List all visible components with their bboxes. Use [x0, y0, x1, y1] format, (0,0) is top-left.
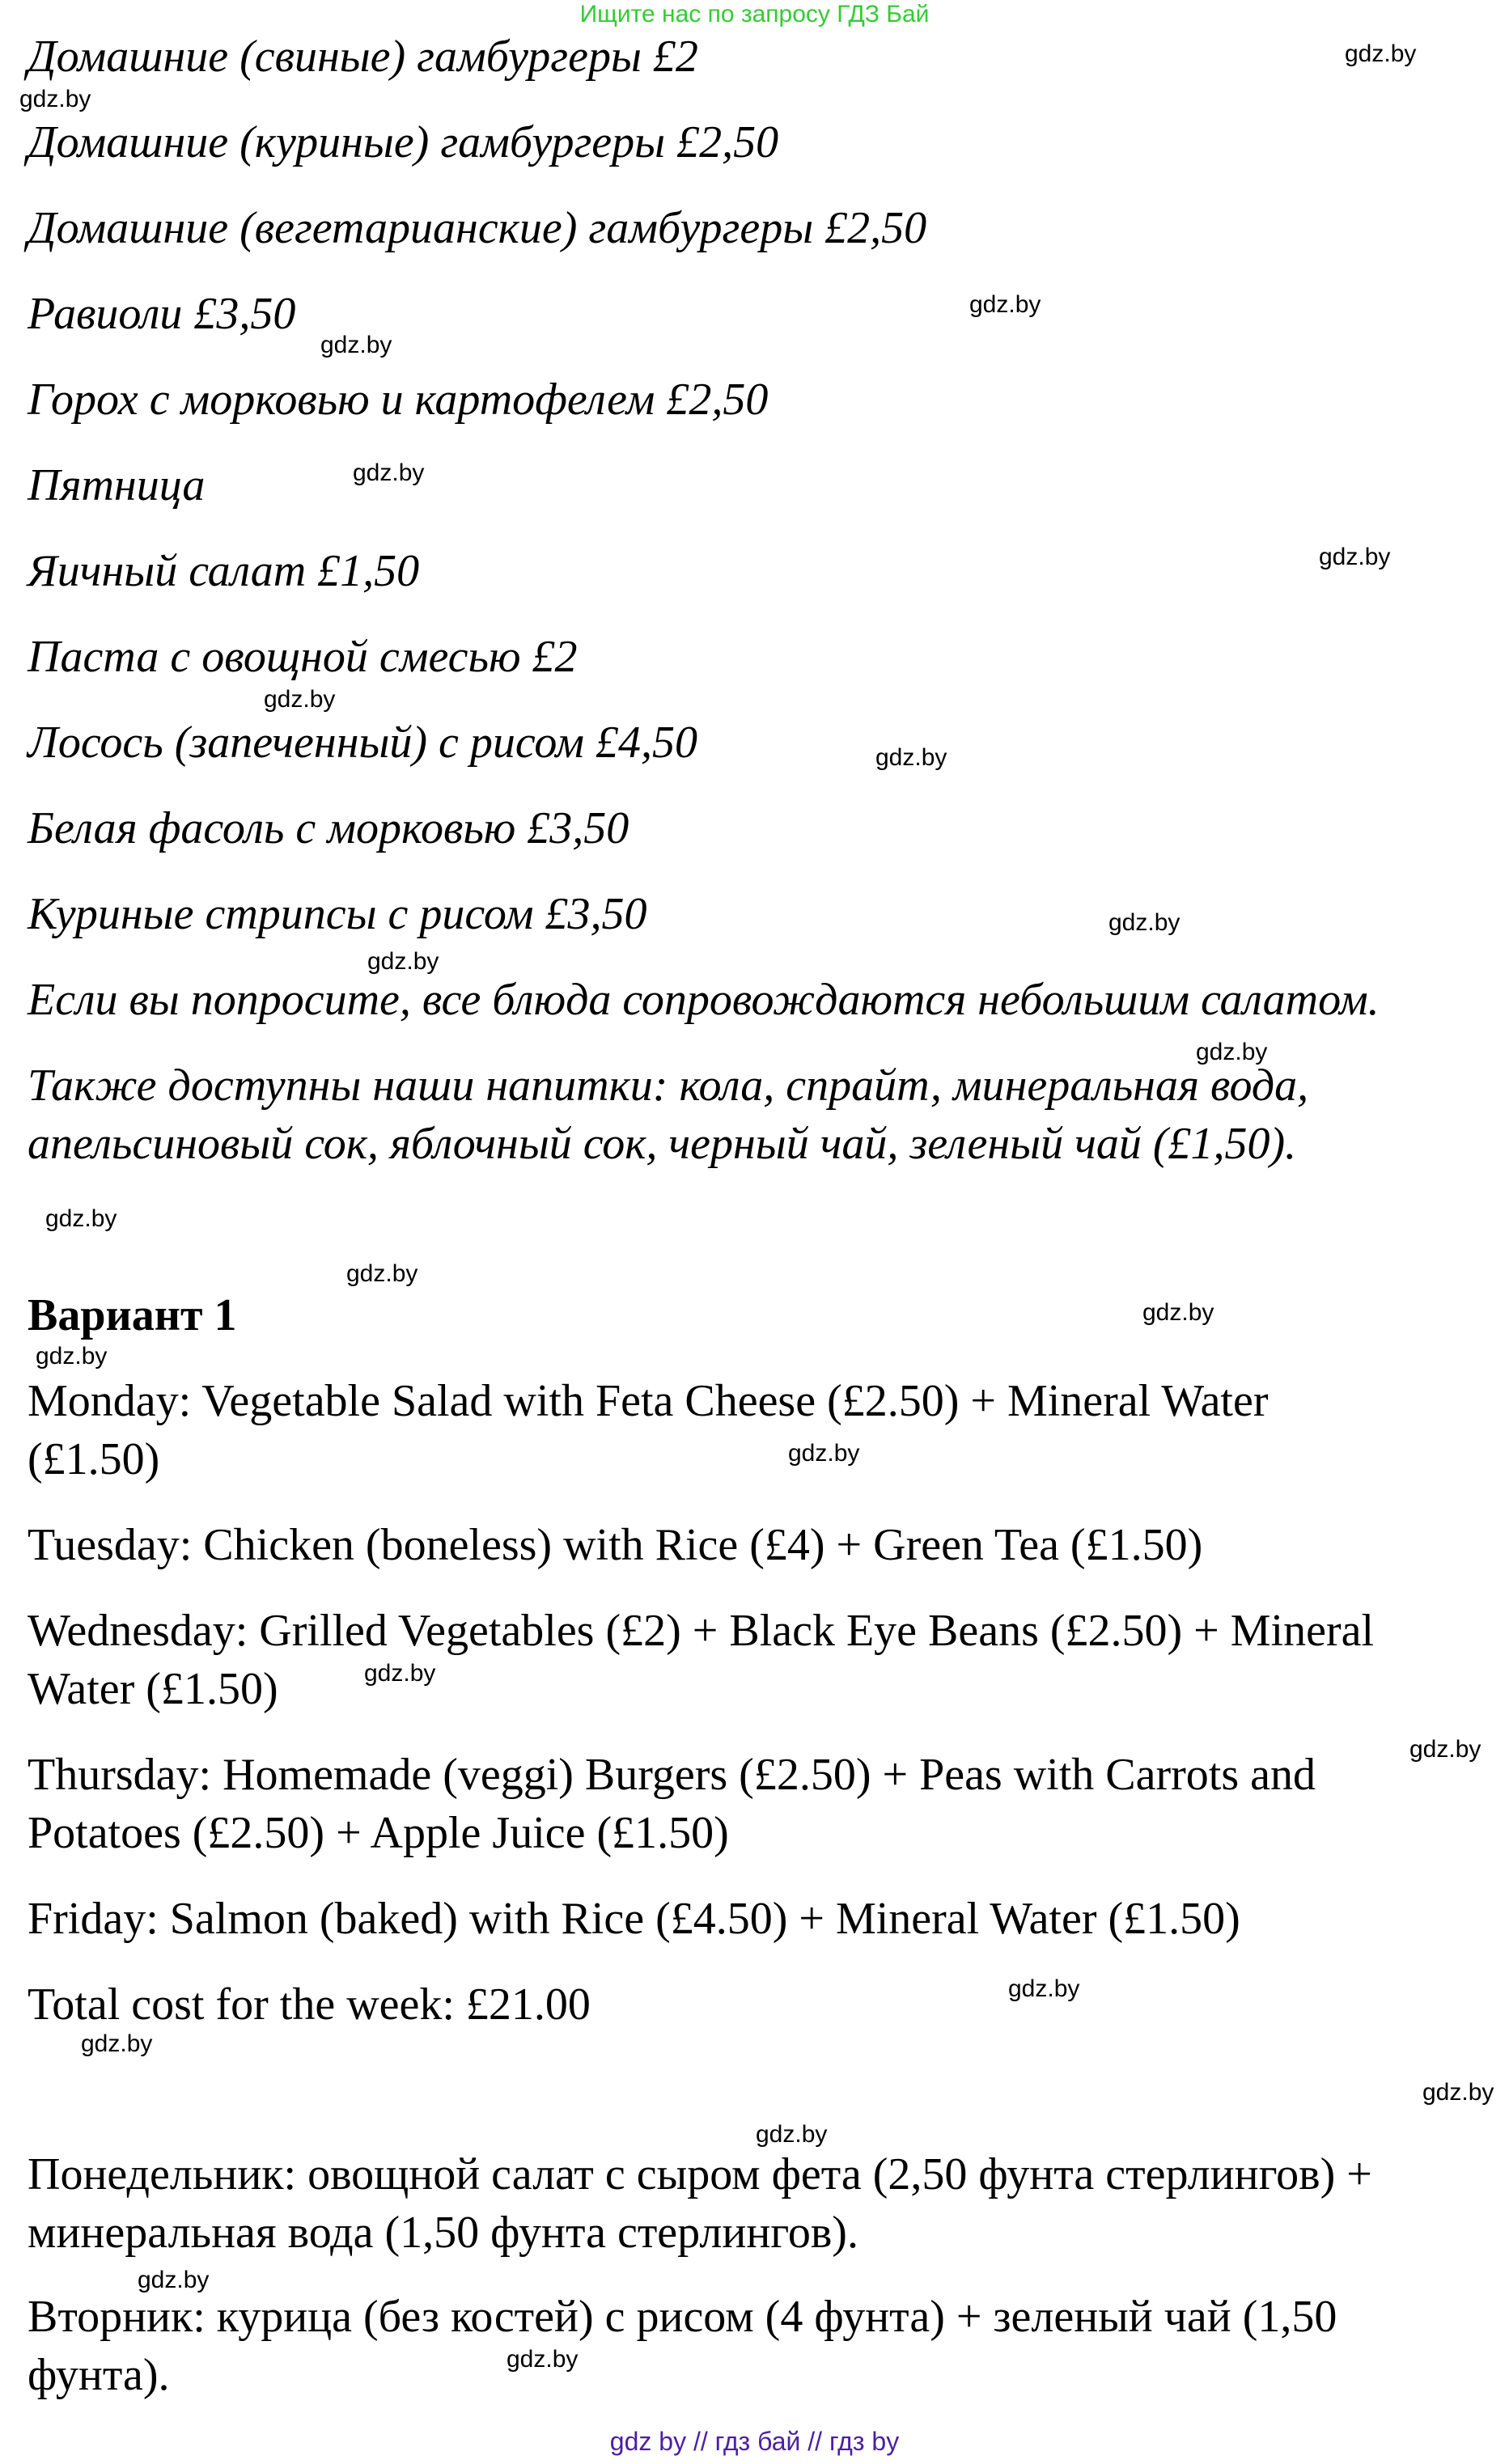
- menu-item: Белая фасоль с морковью £3,50: [28, 803, 629, 853]
- menu-item: Домашние (свиные) гамбургеры £2: [28, 32, 698, 82]
- watermark: gdz.by: [1142, 1299, 1214, 1326]
- watermark: gdz.by: [1196, 1039, 1268, 1065]
- watermark: gdz.by: [1108, 909, 1180, 936]
- watermark: gdz.by: [875, 744, 947, 771]
- variant-line: (£1.50): [28, 1434, 160, 1484]
- menu-day-heading: Пятница: [28, 460, 206, 510]
- watermark: gdz.by: [364, 1660, 436, 1687]
- variant-heading: Вариант 1: [28, 1290, 237, 1340]
- menu-item: Лосось (запеченный) с рисом £4,50: [28, 718, 697, 768]
- watermark: gdz.by: [138, 2267, 210, 2293]
- watermark: gdz.by: [36, 1343, 108, 1370]
- watermark: gdz.by: [788, 1440, 860, 1467]
- menu-item: Куриные стрипсы с рисом £3,50: [28, 889, 647, 939]
- menu-drinks-note: апельсиновый сок, яблочный сок, черный чай, зеленый чай (£1,50).: [28, 1119, 1297, 1169]
- menu-item: Горох с морковью и картофелем £2,50: [28, 375, 769, 425]
- watermark: gdz.by: [1409, 1736, 1481, 1763]
- menu-item: Домашние (куриные) гамбургеры £2,50: [28, 117, 779, 167]
- top-banner-link[interactable]: Ищите нас по запросу ГДЗ Бай: [579, 1, 930, 28]
- variant-line: Friday: Salmon (baked) with Rice (£4.50) + Mineral Water (£1.50): [28, 1894, 1240, 1944]
- watermark: gdz.by: [45, 1205, 117, 1232]
- watermark: gdz.by: [1422, 2079, 1494, 2106]
- variant-line: Monday: Vegetable Salad with Feta Cheese (£2.50) + Mineral Water: [28, 1376, 1269, 1426]
- menu-drinks-note: Также доступны наши напитки: кола, спрайт, минеральная вода,: [28, 1061, 1309, 1111]
- translation-line: Вторник: курица (без костей) с рисом (4 фунта) + зеленый чай (1,50: [28, 2292, 1337, 2342]
- menu-note: Если вы попросите, все блюда сопровождаются небольшим салатом.: [28, 975, 1380, 1025]
- watermark: gdz.by: [1345, 40, 1417, 67]
- menu-item: Паста с овощной смесью £2: [28, 632, 578, 682]
- variant-total: Total cost for the week: £21.00: [28, 1979, 591, 2030]
- watermark: gdz.by: [507, 2346, 579, 2373]
- watermark: gdz.by: [320, 332, 392, 358]
- variant-line: Wednesday: Grilled Vegetables (£2) + Black Eye Beans (£2.50) + Mineral: [28, 1606, 1375, 1656]
- watermark: gdz.by: [367, 948, 439, 975]
- variant-line: Thursday: Homemade (veggi) Burgers (£2.50) + Peas with Carrots and: [28, 1750, 1316, 1800]
- watermark: gdz.by: [756, 2121, 828, 2148]
- watermark: gdz.by: [346, 1260, 418, 1287]
- menu-item: Домашние (вегетарианские) гамбургеры £2,50: [28, 203, 927, 253]
- translation-line: Понедельник: овощной салат с сыром фета (2,50 фунта стерлингов) +: [28, 2149, 1372, 2199]
- variant-line: Water (£1.50): [28, 1664, 278, 1714]
- menu-item: Равиоли £3,50: [28, 289, 296, 339]
- watermark: gdz.by: [19, 86, 91, 112]
- watermark: gdz.by: [969, 291, 1041, 318]
- variant-line: Potatoes (£2.50) + Apple Juice (£1.50): [28, 1808, 729, 1858]
- menu-item: Яичный салат £1,50: [28, 546, 420, 596]
- translation-line: минеральная вода (1,50 фунта стерлингов).: [28, 2208, 858, 2258]
- watermark: gdz.by: [264, 686, 336, 713]
- watermark: gdz.by: [1319, 544, 1391, 570]
- watermark: gdz.by: [1008, 1975, 1080, 2002]
- watermark: gdz.by: [81, 2030, 153, 2057]
- translation-line: фунта).: [28, 2350, 170, 2400]
- variant-line: Tuesday: Chicken (boneless) with Rice (£4) + Green Tea (£1.50): [28, 1520, 1203, 1570]
- watermark: gdz.by: [353, 459, 425, 486]
- footer-links[interactable]: gdz by // гдз бай // гдз by: [609, 2427, 900, 2456]
